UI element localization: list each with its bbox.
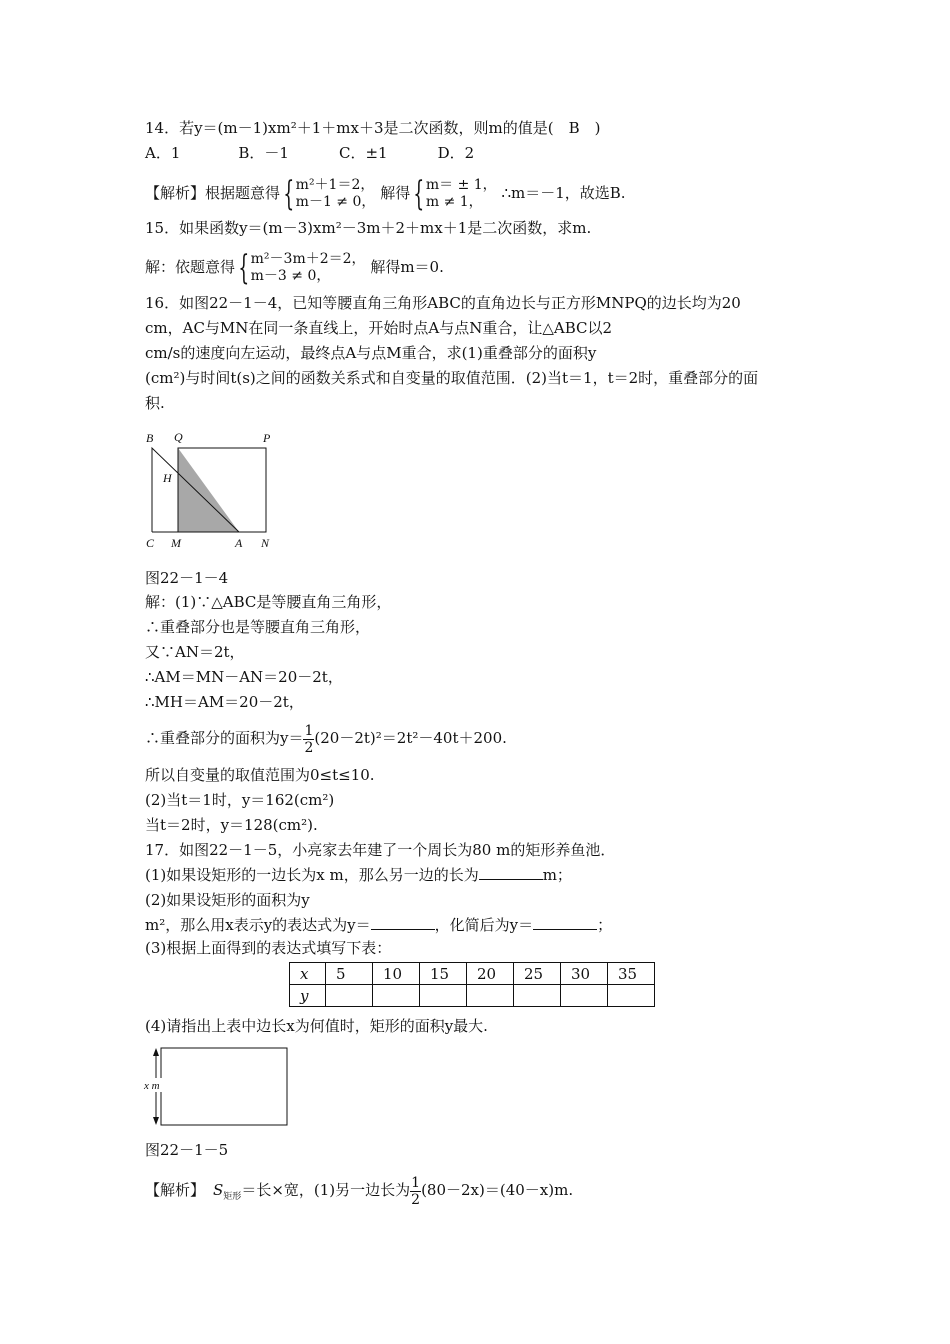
table-cell[interactable] <box>514 985 561 1007</box>
label-m: M <box>171 536 181 550</box>
q17-analysis <box>145 1170 573 1210</box>
fraction-half <box>410 1175 421 1208</box>
q17-part4: (4)请指出上表中边长x为何值时，矩形的面积y最大. <box>145 1017 488 1035</box>
system-line: m－1 ≠ 0， <box>295 194 376 210</box>
overlap-region <box>178 448 239 532</box>
q15-stem: 15．如果函数y＝(m－3)xm²－3m＋2＋mx＋1是二次函数，求m. <box>145 219 592 237</box>
q14-option-c: C．±1 <box>338 144 388 162</box>
analysis-text: ∴m＝－1，故选B. <box>501 184 626 202</box>
equation-system <box>251 251 366 285</box>
q17-part2a: (2)如果设矩形的面积为y <box>145 891 310 909</box>
denominator: 2 <box>304 739 314 756</box>
part-text: m²，那么用x表示y的表达式为y＝ <box>145 916 371 934</box>
q17-part1 <box>145 865 572 885</box>
part-text: m； <box>542 866 572 884</box>
range-line: 所以自变量的取值范围为0≤t≤10. <box>145 766 375 784</box>
system-line: m－3 ≠ 0， <box>250 268 331 284</box>
table-cell[interactable] <box>467 985 514 1007</box>
label-p: P <box>263 431 271 445</box>
numerator: 1 <box>304 722 314 739</box>
brace-icon: { <box>413 174 425 214</box>
label-xm: x m <box>144 1080 160 1092</box>
q14-option-a: A．1 <box>145 144 181 162</box>
table-cell: 15 <box>420 963 467 985</box>
table-cell: 20 <box>467 963 514 985</box>
answer-blank[interactable] <box>371 915 435 930</box>
analysis-tag: 【解析】 <box>145 1181 206 1199</box>
xy-table <box>289 962 655 1007</box>
part-text: ，化简后为y＝ <box>434 916 534 934</box>
arrow-up-icon <box>153 1048 159 1056</box>
q14-option-b: B．－1 <box>238 144 289 162</box>
q14-option-d: D．2 <box>437 144 475 162</box>
q14-options <box>145 143 474 163</box>
q17-stem: 17．如图22－1－5，小亮家去年建了一个周长为80 m的矩形养鱼池． <box>145 841 616 859</box>
analysis-text: S <box>213 1181 224 1199</box>
label-c: C <box>146 536 155 550</box>
label-h: H <box>163 471 172 485</box>
q15-solution <box>145 248 444 286</box>
figure-caption: 图22－1－4 <box>145 569 229 587</box>
table-cell: 10 <box>373 963 420 985</box>
figure-22-1-4 <box>140 425 290 555</box>
part-text: ； <box>597 916 613 934</box>
system-line: m²－3m＋2＝2， <box>250 251 366 267</box>
fraction-half <box>303 723 314 756</box>
table-cell: 25 <box>514 963 561 985</box>
table-cell[interactable] <box>420 985 467 1007</box>
formula-text: ∴重叠部分的面积为y＝ <box>145 729 304 747</box>
q16-line: cm，AC与MN在同一条直线上，开始时点A与点N重合，让△ABC以2 <box>145 319 613 337</box>
answer-blank[interactable] <box>533 915 597 930</box>
equation-system <box>426 177 497 211</box>
area-formula <box>145 718 507 758</box>
table-cell: 35 <box>608 963 655 985</box>
t2-line: 当t＝2时，y＝128(cm²). <box>145 816 318 834</box>
table-cell[interactable] <box>608 985 655 1007</box>
solution-line: 又∵AN＝2t， <box>145 643 245 661</box>
solution-text: 解：依题意得 <box>145 258 236 276</box>
system-line: m²＋1＝2， <box>295 177 375 193</box>
table-header-y: y <box>290 985 326 1007</box>
brace-icon: { <box>283 174 295 214</box>
analysis-text: (80－2x)＝(40－x)m. <box>421 1181 574 1199</box>
table-cell[interactable] <box>373 985 420 1007</box>
numerator: 1 <box>411 1174 421 1191</box>
analysis-text: ＝长×宽，(1)另一边长为 <box>241 1181 411 1199</box>
q16-line: cm/s的速度向左运动，最终点A与点M重合，求(1)重叠部分的面积y <box>145 344 597 362</box>
label-q: Q <box>174 430 183 444</box>
analysis-text: 解得 <box>380 184 411 202</box>
solution-line: ∴AM＝MN－AN＝20－2t， <box>145 668 343 686</box>
figure-caption: 图22－1－5 <box>145 1141 229 1159</box>
table-cell[interactable] <box>561 985 608 1007</box>
formula-text: (20－2t)²＝2t²－40t＋200. <box>314 729 507 747</box>
label-b: B <box>146 431 154 445</box>
table-row <box>290 963 655 985</box>
label-n: N <box>261 536 270 550</box>
label-a: A <box>235 536 243 550</box>
q16-line: (cm²)与时间t(s)之间的函数关系式和自变量的取值范围．(2)当t＝1，t＝2时，重叠部分的面 <box>145 369 759 387</box>
table-cell: 5 <box>326 963 373 985</box>
solution-line: 解：(1)∵△ABC是等腰直角三角形， <box>145 593 392 611</box>
table-cell: 30 <box>561 963 608 985</box>
solution-line: ∴重叠部分也是等腰直角三角形， <box>145 618 371 636</box>
solution-text: 解得m＝0. <box>370 258 444 276</box>
q16-line: 积. <box>145 394 165 412</box>
analysis-tag: 【解析】 <box>145 184 206 202</box>
table-header-x: x <box>290 963 326 985</box>
denominator: 2 <box>411 1191 421 1208</box>
pond-rectangle <box>161 1048 287 1125</box>
figure-22-1-5 <box>140 1044 295 1129</box>
q14-stem: 14．若y＝(m－1)xm²＋1＋mx＋3是二次函数，则m的值是( B ) <box>145 119 601 137</box>
analysis-text: 根据题意得 <box>205 184 281 202</box>
q16-line: 16．如图22－1－4，已知等腰直角三角形ABC的直角边长与正方形MNPQ的边长均为20 <box>145 294 741 312</box>
system-line: m ≠ 1， <box>425 194 483 210</box>
answer-blank[interactable] <box>479 865 543 880</box>
arrow-down-icon <box>153 1117 159 1125</box>
t1-line: (2)当t＝1时，y＝162(cm²) <box>145 791 335 809</box>
q17-part2b <box>145 915 612 935</box>
equation-system <box>296 177 376 211</box>
subscript: 矩形 <box>223 1192 242 1202</box>
table-cell[interactable] <box>326 985 373 1007</box>
part-text: (1)如果设矩形的一边长为x m，那么另一边的长为 <box>145 866 479 884</box>
system-line: m＝ ± 1， <box>425 177 497 193</box>
brace-icon: { <box>238 248 250 288</box>
q17-part3: (3)根据上面得到的表达式填写下表： <box>145 939 392 957</box>
solution-line: ∴MH＝AM＝20－2t， <box>145 693 304 711</box>
q14-analysis <box>145 174 626 212</box>
table-row <box>290 985 655 1007</box>
